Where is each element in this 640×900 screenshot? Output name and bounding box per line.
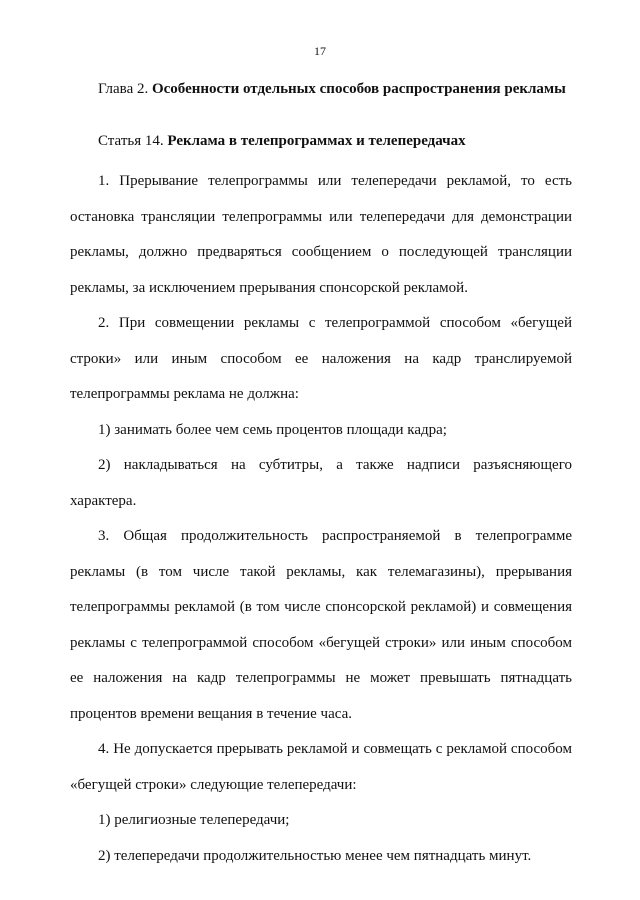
article-title: Реклама в телепрограммах и телепередачах — [167, 133, 466, 149]
page-number: 17 — [314, 44, 326, 58]
article-heading — [70, 128, 572, 154]
chapter-heading — [70, 76, 572, 102]
chapter-prefix: Глава 2. — [98, 81, 152, 97]
paragraph-2-item-2: 2) накладываться на субтитры, а также надписи разъясняющего характера. — [70, 457, 572, 509]
chapter-title: Особенности отдельных способов распространения рекламы — [151, 81, 566, 97]
paragraph-4-item-1: 1) религиозные телепередачи; — [98, 812, 290, 828]
paragraph-4-item-2: 2) телепередачи продолжительностью менее чем пятнадцать минут. — [98, 847, 532, 864]
paragraph-3: 3. Общая продолжительность распространяемой в телепрограмме рекламы (в том числе такой рекламы, как телемагазины), прерывания телепрограммы рекламой (в том числе спонсорской рекламой) и совмещения рекламы с телепрограммой способом «бегущей строки» или иным способом ее наложения на кадр телепрограммы не может превышать пятнадцать процентов времени вещания в течение часа. — [70, 528, 572, 722]
article-prefix: Статья 14. — [98, 133, 168, 149]
paragraph-1: 1. Прерывание телепрограммы или телепередачи рекламой, то есть остановка трансляции телепрограммы или телепередачи для демонстрации рекламы, должно предваряться сообщением о последующей трансляции рекламы, за исключением прерывания спонсорской рекламой. — [70, 173, 572, 296]
document-body — [70, 76, 572, 874]
paragraph-2-item-1: 1) занимать более чем семь процентов площади кадра; — [98, 421, 447, 438]
paragraph-4: 4. Не допускается прерывать рекламой и совмещать с рекламой способом «бегущей строки» следующие телепередачи: — [70, 741, 572, 793]
paragraph-2: 2. При совмещении рекламы с телепрограммой способом «бегущей строки» или иным способом ее наложения на кадр транслируемой телепрограммы реклама не должна: — [70, 315, 572, 402]
